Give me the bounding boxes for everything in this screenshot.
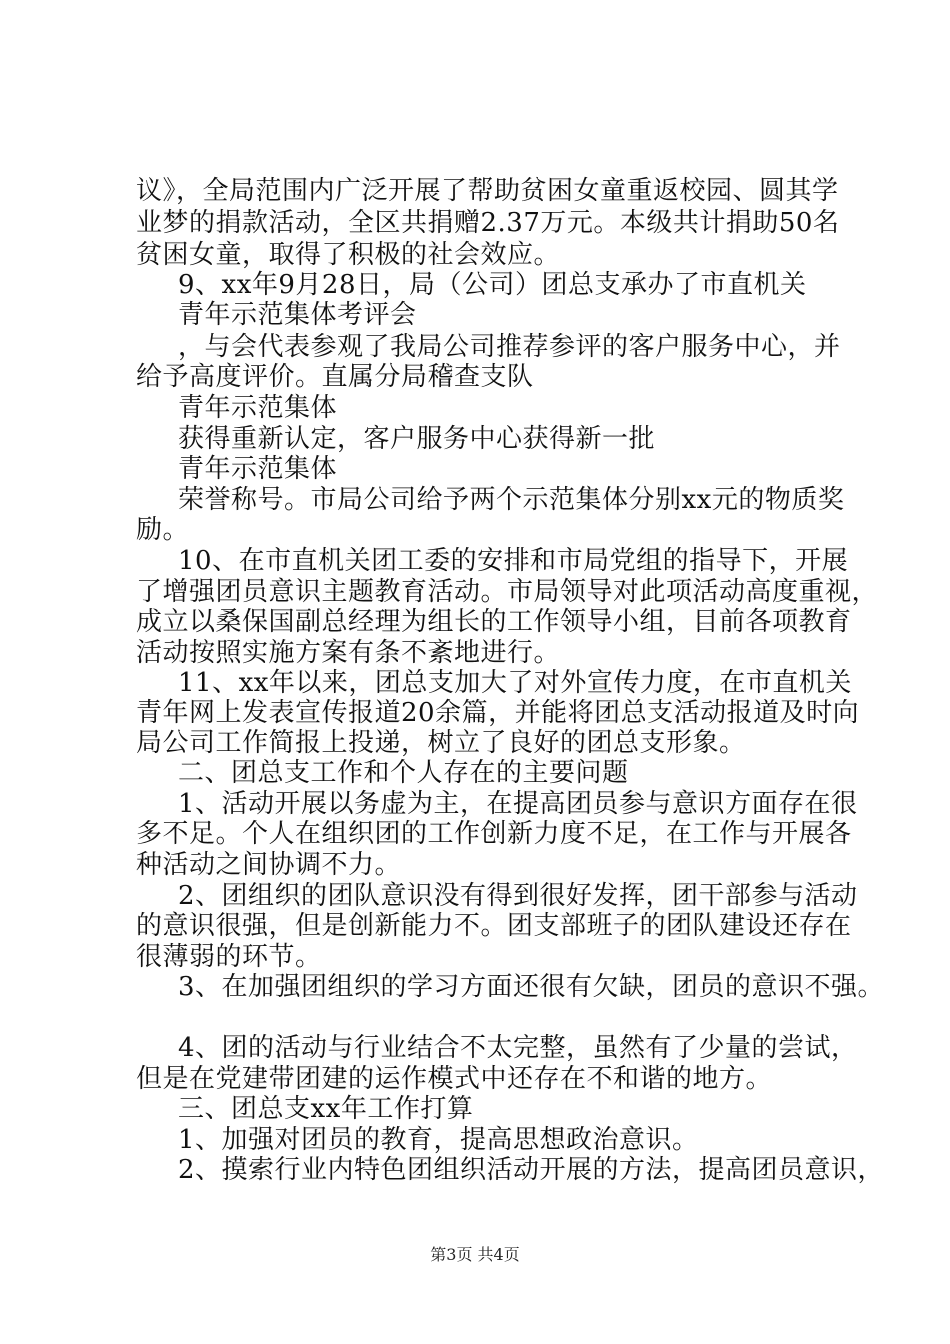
text-line: 1、活动开展以务虚为主，在提高团员参与意识方面存在很	[178, 789, 858, 819]
text-line: 青年示范集体	[178, 454, 338, 484]
text-line: 2、团组织的团队意识没有得到很好发挥，团干部参与活动	[178, 881, 858, 911]
text-line: 荣誉称号。市局公司给予两个示范集体分别xx元的物质奖	[178, 485, 845, 515]
text-line: 1、加强对团员的教育，提高思想政治意识。	[178, 1125, 699, 1155]
section-heading: 二、团总支工作和个人存在的主要问题	[178, 758, 629, 788]
text-line: 9、xx年9月28日，局（公司）团总支承办了市直机关	[178, 270, 807, 300]
text-line: 给予高度评价。直属分局稽查支队	[136, 362, 534, 392]
text-line: 4、团的活动与行业结合不太完整，虽然有了少量的尝试，	[178, 1033, 858, 1063]
text-line: 3、在加强团组织的学习方面还很有欠缺，团员的意识不强。	[178, 972, 885, 1002]
text-line: 活动按照实施方案有条不紊地进行。	[136, 638, 561, 668]
text-line: 11、xx年以来，团总支加大了对外宣传力度，在市直机关	[178, 668, 852, 698]
text-line: 获得重新认定，客户服务中心获得新一批	[178, 424, 656, 454]
text-line: 议》，全局范围内广泛开展了帮助贫困女童重返校园、圆其学	[136, 176, 839, 206]
page-footer: 第3页 共4页	[430, 1245, 520, 1264]
text-line: 青年示范集体	[178, 393, 338, 423]
text-line: 但是在党建带团建的运作模式中还存在不和谐的地方。	[136, 1064, 773, 1094]
text-line: 励。	[136, 515, 190, 545]
text-line: 业梦的捐款活动，全区共捐赠2.37万元。本级共计捐助50名	[136, 208, 840, 238]
text-line: 多不足。个人在组织团的工作创新力度不足，在工作与开展各	[136, 819, 852, 849]
text-line: 贫困女童，取得了积极的社会效应。	[136, 240, 561, 270]
text-line: 10、在市直机关团工委的安排和市局党组的指导下，开展	[178, 546, 849, 576]
text-line: 青年示范集体考评会	[178, 300, 417, 330]
text-line: 青年网上发表宣传报道20余篇，并能将团总支活动报道及时向	[136, 698, 860, 728]
section-heading: 三、团总支xx年工作打算	[178, 1094, 474, 1124]
text-line: 成立以桑保国副总经理为组长的工作领导小组，目前各项教育	[136, 607, 852, 637]
text-line: 很薄弱的环节。	[136, 942, 322, 972]
text-line: 种活动之间协调不力。	[136, 850, 402, 880]
text-line: 了增强团员意识主题教育活动。市局领导对此项活动高度重视，	[136, 577, 879, 607]
text-line: 的意识很强，但是创新能力不。团支部班子的团队建设还存在	[136, 911, 852, 941]
text-line: 2、摸索行业内特色团组织活动开展的方法，提高团员意识，	[178, 1155, 885, 1185]
text-line: 局公司工作简报上投递，树立了良好的团总支形象。	[136, 728, 746, 758]
text-line: ，与会代表参观了我局公司推荐参评的客户服务中心，并	[178, 332, 841, 362]
